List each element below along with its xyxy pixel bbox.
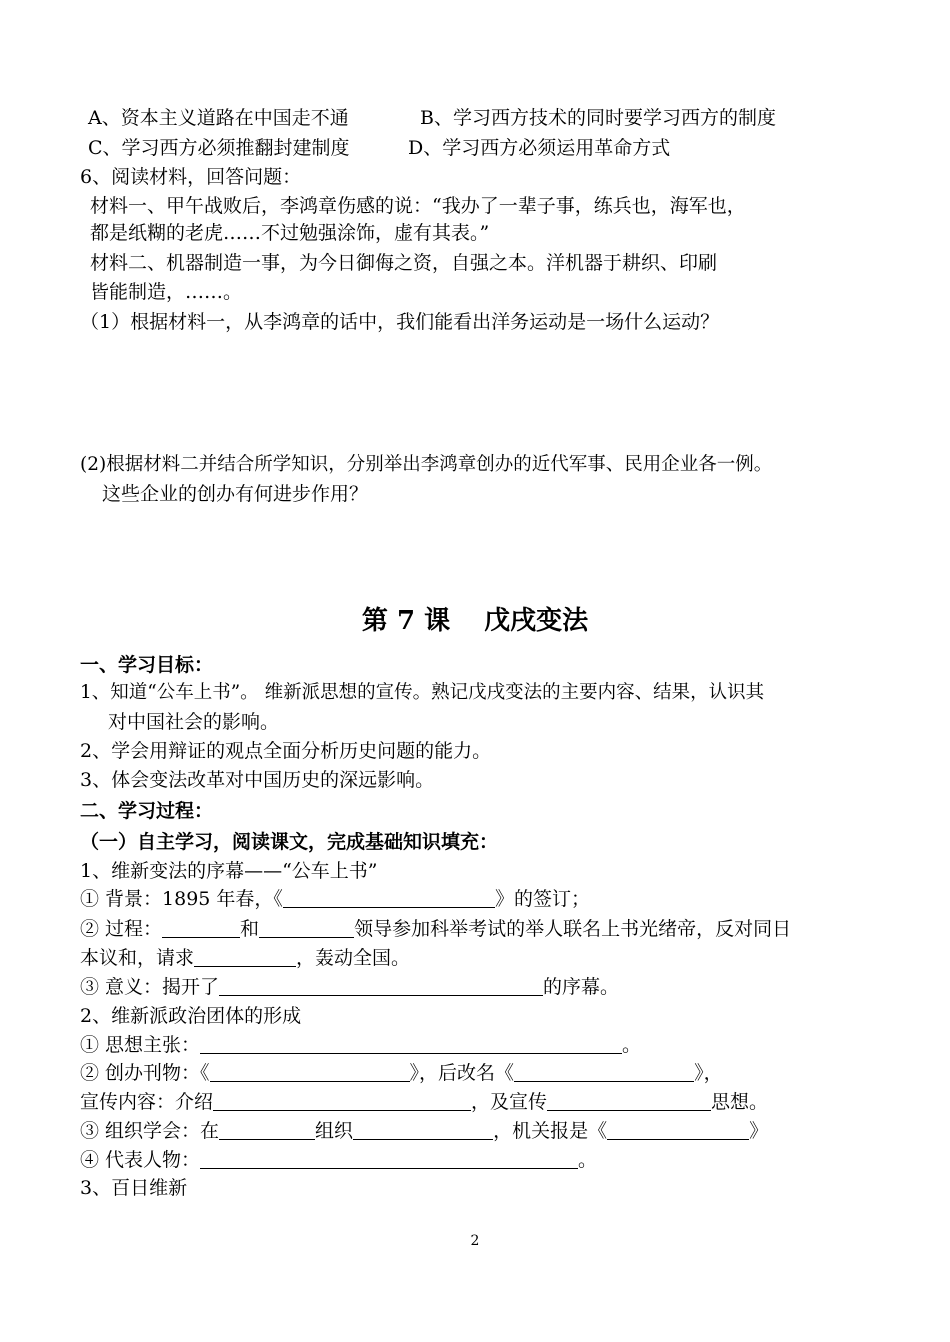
process-text: 领导参加科举考试的举人联名上书光绪帝，反对同日 <box>354 918 792 940</box>
publication-line <box>80 1060 723 1086</box>
lesson-name: 戊戌变法 <box>484 606 589 636</box>
significance-label: ③ 意义：揭开了 <box>80 976 220 998</box>
society-place-blank[interactable] <box>219 1119 315 1140</box>
propaganda-mid: ，及宣传 <box>471 1091 548 1113</box>
goal-3: 3、体会变法改革对中国历史的深远影响。 <box>80 769 435 791</box>
sub-question-2-line-1: (2)根据材料二并结合所学知识，分别举出李鸿章创办的近代军事、民用企业各一例。 <box>80 454 773 475</box>
goal-1-line-2: 对中国社会的影响。 <box>108 711 280 733</box>
item-1-title: 1、维新变法的序幕——“公车上书” <box>80 860 378 882</box>
sub-question-1: （1）根据材料一，从李鸿章的话中，我们能看出洋务运动是一场什么运动？ <box>80 311 720 333</box>
society-end: 》 <box>749 1120 769 1142</box>
goal-1-line-1: 1、知道“公车上书”。 维新派思想的宣传。熟记戊戌变法的主要内容、结果，认识其 <box>80 682 765 703</box>
self-study-heading: （一）自主学习，阅读课文，完成基础知识填充： <box>80 831 499 853</box>
representatives-label: ④ 代表人物： <box>80 1149 201 1171</box>
background-line <box>80 886 590 912</box>
propaganda-label: 宣传内容：介绍 <box>80 1091 214 1113</box>
propagate-blank[interactable] <box>547 1090 711 1111</box>
renamed-publication-blank[interactable] <box>514 1061 694 1082</box>
section-1-heading: 一、学习目标： <box>80 654 214 676</box>
material-2-line-1: 材料二、机器制造一事，为今日御侮之资，自强之本。洋机器于耕织、印刷 <box>90 252 718 274</box>
society-organize: 组织 <box>315 1120 354 1142</box>
choice-a: A、资本主义道路在中国走不通 <box>88 107 349 129</box>
publication-blank[interactable] <box>210 1061 410 1082</box>
publication-end: 》， <box>694 1062 723 1084</box>
representatives-end: 。 <box>578 1149 598 1171</box>
choice-b: B、学习西方技术的同时要学习西方的制度 <box>420 107 776 129</box>
representatives-blank[interactable] <box>200 1148 578 1169</box>
propaganda-end: 思想。 <box>711 1091 769 1113</box>
thought-end: 。 <box>622 1034 642 1056</box>
significance-blank[interactable] <box>219 975 543 996</box>
material-2-line-2: 皆能制造，……。 <box>90 281 243 303</box>
newspaper-blank[interactable] <box>607 1119 749 1140</box>
society-label: ③ 组织学会：在 <box>80 1120 220 1142</box>
introduce-blank[interactable] <box>213 1090 471 1111</box>
process-request-label: 本议和，请求 <box>80 947 195 969</box>
item-2-title: 2、维新派政治团体的形成 <box>80 1005 302 1027</box>
representatives-line <box>80 1147 597 1173</box>
thought-blank[interactable] <box>200 1033 622 1054</box>
significance-suffix: 的序幕。 <box>543 976 620 998</box>
society-name-blank[interactable] <box>353 1119 493 1140</box>
propaganda-line <box>80 1089 768 1115</box>
significance-line <box>80 974 619 1000</box>
publication-label: ② 创办刊物：《 <box>80 1062 210 1084</box>
society-newspaper: ，机关报是《 <box>493 1120 608 1142</box>
material-1-line-1: 材料一、甲午战败后，李鸿章伤感的说：“我办了一辈子事，练兵也，海军也， <box>90 195 746 217</box>
treaty-blank[interactable] <box>283 887 495 908</box>
thought-line <box>80 1032 641 1058</box>
publication-rename: 》，后改名《 <box>409 1062 515 1084</box>
background-suffix: 》的签订； <box>494 888 590 910</box>
process-line-2 <box>80 945 410 971</box>
sub-question-2-line-2: 这些企业的创办有何进步作用？ <box>102 483 369 505</box>
choice-d: D、学习西方必须运用革命方式 <box>408 137 671 159</box>
item-3-title: 3、百日维新 <box>80 1177 188 1199</box>
leader-1-blank[interactable] <box>162 917 240 938</box>
lesson-number: 第 7 课 <box>361 606 451 636</box>
process-end: ，轰动全国。 <box>296 947 411 969</box>
process-and: 和 <box>240 918 260 940</box>
society-line <box>80 1118 768 1144</box>
lesson-title <box>0 604 950 638</box>
process-label: ② 过程： <box>80 918 163 940</box>
section-2-heading: 二、学习过程： <box>80 800 214 822</box>
background-label: ① 背景：1895 年春，《 <box>80 888 283 910</box>
leader-2-blank[interactable] <box>259 917 354 938</box>
page-number: 2 <box>470 1233 480 1249</box>
thought-label: ① 思想主张： <box>80 1034 201 1056</box>
choice-c: C、学习西方必须推翻封建制度 <box>88 137 350 159</box>
request-blank[interactable] <box>194 946 296 967</box>
goal-2: 2、学会用辩证的观点全面分析历史问题的能力。 <box>80 740 492 762</box>
question-6-stem: 6、阅读材料，回答问题： <box>80 166 302 188</box>
process-line <box>80 916 791 942</box>
material-1-line-2: 都是纸糊的老虎……不过勉强涂饰，虚有其表。” <box>90 222 490 244</box>
